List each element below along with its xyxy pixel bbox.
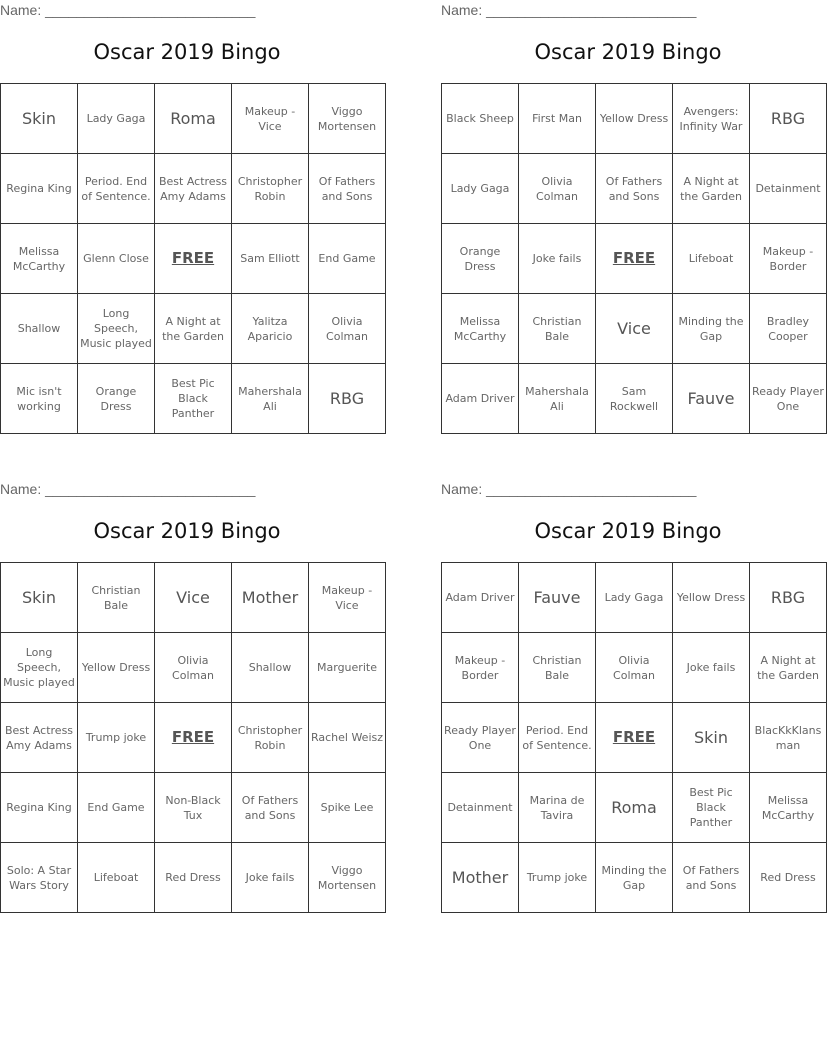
grid-row (442, 843, 827, 913)
grid-row (442, 703, 827, 773)
bingo-cell: Long Speech, Music played (78, 294, 155, 364)
card-title: Oscar 2019 Bingo (93, 519, 281, 543)
bingo-grid (0, 83, 386, 434)
bingo-grid (441, 562, 827, 913)
bingo-cell: BlacKkKlansman (750, 703, 827, 773)
bingo-cell: Ready Player One (750, 364, 827, 434)
bingo-cell: Christopher Robin (232, 154, 309, 224)
bingo-cell: RBG (750, 563, 827, 633)
bingo-cell: Olivia Colman (309, 294, 386, 364)
bingo-cell: Olivia Colman (596, 633, 673, 703)
bingo-cell: First Man (519, 84, 596, 154)
name-field-label: Name: ___________________________ (0, 481, 256, 497)
bingo-cell: Best Actress Amy Adams (1, 703, 78, 773)
bingo-cell: Regina King (1, 154, 78, 224)
bingo-cell: Yellow Dress (596, 84, 673, 154)
card-title: Oscar 2019 Bingo (534, 519, 722, 543)
bingo-cell: Roma (155, 84, 232, 154)
card-title: Oscar 2019 Bingo (534, 40, 722, 64)
bingo-cell: Fauve (519, 563, 596, 633)
bingo-cell: Makeup - Vice (309, 563, 386, 633)
bingo-cell: Christian Bale (519, 633, 596, 703)
bingo-cell: Joke fails (519, 224, 596, 294)
bingo-cell: Red Dress (750, 843, 827, 913)
bingo-cell: Long Speech, Music played (1, 633, 78, 703)
bingo-cell: Melissa McCarthy (750, 773, 827, 843)
grid-row (1, 294, 386, 364)
bingo-cell: Fauve (673, 364, 750, 434)
grid-row (442, 154, 827, 224)
bingo-cell: Viggo Mortensen (309, 84, 386, 154)
name-field-label: Name: ___________________________ (0, 2, 256, 18)
free-space: FREE (596, 703, 673, 773)
bingo-cell: Melissa McCarthy (1, 224, 78, 294)
bingo-cell: Period. End of Sentence. (519, 703, 596, 773)
grid-row (442, 224, 827, 294)
free-space: FREE (155, 224, 232, 294)
bingo-cell: Vice (596, 294, 673, 364)
bingo-cell: Skin (673, 703, 750, 773)
bingo-cell: Of Fathers and Sons (596, 154, 673, 224)
grid-row (1, 154, 386, 224)
bingo-cell: Skin (1, 563, 78, 633)
bingo-cell: Vice (155, 563, 232, 633)
bingo-cell: Adam Driver (442, 364, 519, 434)
bingo-cell: Sam Elliott (232, 224, 309, 294)
grid-row (442, 84, 827, 154)
bingo-cell: Christian Bale (78, 563, 155, 633)
bingo-cell: Red Dress (155, 843, 232, 913)
bingo-cell: Yellow Dress (673, 563, 750, 633)
bingo-cell: Christian Bale (519, 294, 596, 364)
bingo-cell: RBG (750, 84, 827, 154)
bingo-cell: Of Fathers and Sons (232, 773, 309, 843)
bingo-cell: Viggo Mortensen (309, 843, 386, 913)
free-space: FREE (155, 703, 232, 773)
bingo-cell: Of Fathers and Sons (673, 843, 750, 913)
bingo-cell: Minding the Gap (673, 294, 750, 364)
grid-row (442, 773, 827, 843)
bingo-cell: Avengers: Infinity War (673, 84, 750, 154)
bingo-cell: Detainment (442, 773, 519, 843)
bingo-cell: End Game (78, 773, 155, 843)
bingo-cell: Shallow (232, 633, 309, 703)
bingo-cell: Black Sheep (442, 84, 519, 154)
bingo-cell: Roma (596, 773, 673, 843)
bingo-cell: Melissa McCarthy (442, 294, 519, 364)
card-title: Oscar 2019 Bingo (93, 40, 281, 64)
bingo-cell: Yalitza Aparicio (232, 294, 309, 364)
bingo-cell: Best Pic Black Panther (673, 773, 750, 843)
bingo-cell: Period. End of Sentence. (78, 154, 155, 224)
bingo-cell: Minding the Gap (596, 843, 673, 913)
grid-row (1, 843, 386, 913)
bingo-cell: Skin (1, 84, 78, 154)
bingo-cell: A Night at the Garden (673, 154, 750, 224)
name-field-label: Name: ___________________________ (441, 2, 697, 18)
bingo-cell: Orange Dress (78, 364, 155, 434)
bingo-grid (441, 83, 827, 434)
bingo-grid (0, 562, 386, 913)
bingo-cell: Makeup - Vice (232, 84, 309, 154)
grid-row (1, 364, 386, 434)
bingo-cell: Olivia Colman (519, 154, 596, 224)
bingo-cell: Spike Lee (309, 773, 386, 843)
bingo-cell: Yellow Dress (78, 633, 155, 703)
bingo-cell: Mahershala Ali (519, 364, 596, 434)
bingo-cell: Mic isn't working (1, 364, 78, 434)
bingo-cell: Olivia Colman (155, 633, 232, 703)
bingo-cell: Best Pic Black Panther (155, 364, 232, 434)
bingo-cell: RBG (309, 364, 386, 434)
bingo-cell: Makeup - Border (442, 633, 519, 703)
bingo-cell: Shallow (1, 294, 78, 364)
free-space: FREE (596, 224, 673, 294)
bingo-cell: Detainment (750, 154, 827, 224)
grid-row (442, 364, 827, 434)
bingo-cell: Makeup - Border (750, 224, 827, 294)
grid-row (1, 633, 386, 703)
bingo-cell: Lady Gaga (596, 563, 673, 633)
bingo-cell: Trump joke (519, 843, 596, 913)
bingo-cell: Lifeboat (78, 843, 155, 913)
grid-row (1, 703, 386, 773)
bingo-cell: Non-Black Tux (155, 773, 232, 843)
bingo-cell: Bradley Cooper (750, 294, 827, 364)
name-field-label: Name: ___________________________ (441, 481, 697, 497)
bingo-cell: Glenn Close (78, 224, 155, 294)
grid-row (442, 633, 827, 703)
bingo-cell: Adam Driver (442, 563, 519, 633)
bingo-cell: Joke fails (232, 843, 309, 913)
bingo-cell: Christopher Robin (232, 703, 309, 773)
bingo-cell: Orange Dress (442, 224, 519, 294)
bingo-cell: Regina King (1, 773, 78, 843)
bingo-cell: A Night at the Garden (750, 633, 827, 703)
bingo-cell: Lady Gaga (442, 154, 519, 224)
bingo-cell: Rachel Weisz (309, 703, 386, 773)
bingo-cell: End Game (309, 224, 386, 294)
grid-row (1, 563, 386, 633)
bingo-cell: Solo: A Star Wars Story (1, 843, 78, 913)
bingo-cell: Lady Gaga (78, 84, 155, 154)
bingo-cell: Best Actress Amy Adams (155, 154, 232, 224)
grid-row (442, 294, 827, 364)
bingo-cell: Mother (442, 843, 519, 913)
bingo-cell: Mahershala Ali (232, 364, 309, 434)
bingo-cell: Lifeboat (673, 224, 750, 294)
grid-row (1, 84, 386, 154)
grid-row (442, 563, 827, 633)
bingo-cell: Trump joke (78, 703, 155, 773)
bingo-cell: Mother (232, 563, 309, 633)
bingo-cell: Of Fathers and Sons (309, 154, 386, 224)
bingo-cell: Sam Rockwell (596, 364, 673, 434)
bingo-cell: A Night at the Garden (155, 294, 232, 364)
bingo-cell: Joke fails (673, 633, 750, 703)
bingo-cell: Marguerite (309, 633, 386, 703)
grid-row (1, 773, 386, 843)
bingo-cell: Ready Player One (442, 703, 519, 773)
grid-row (1, 224, 386, 294)
bingo-cell: Marina de Tavira (519, 773, 596, 843)
